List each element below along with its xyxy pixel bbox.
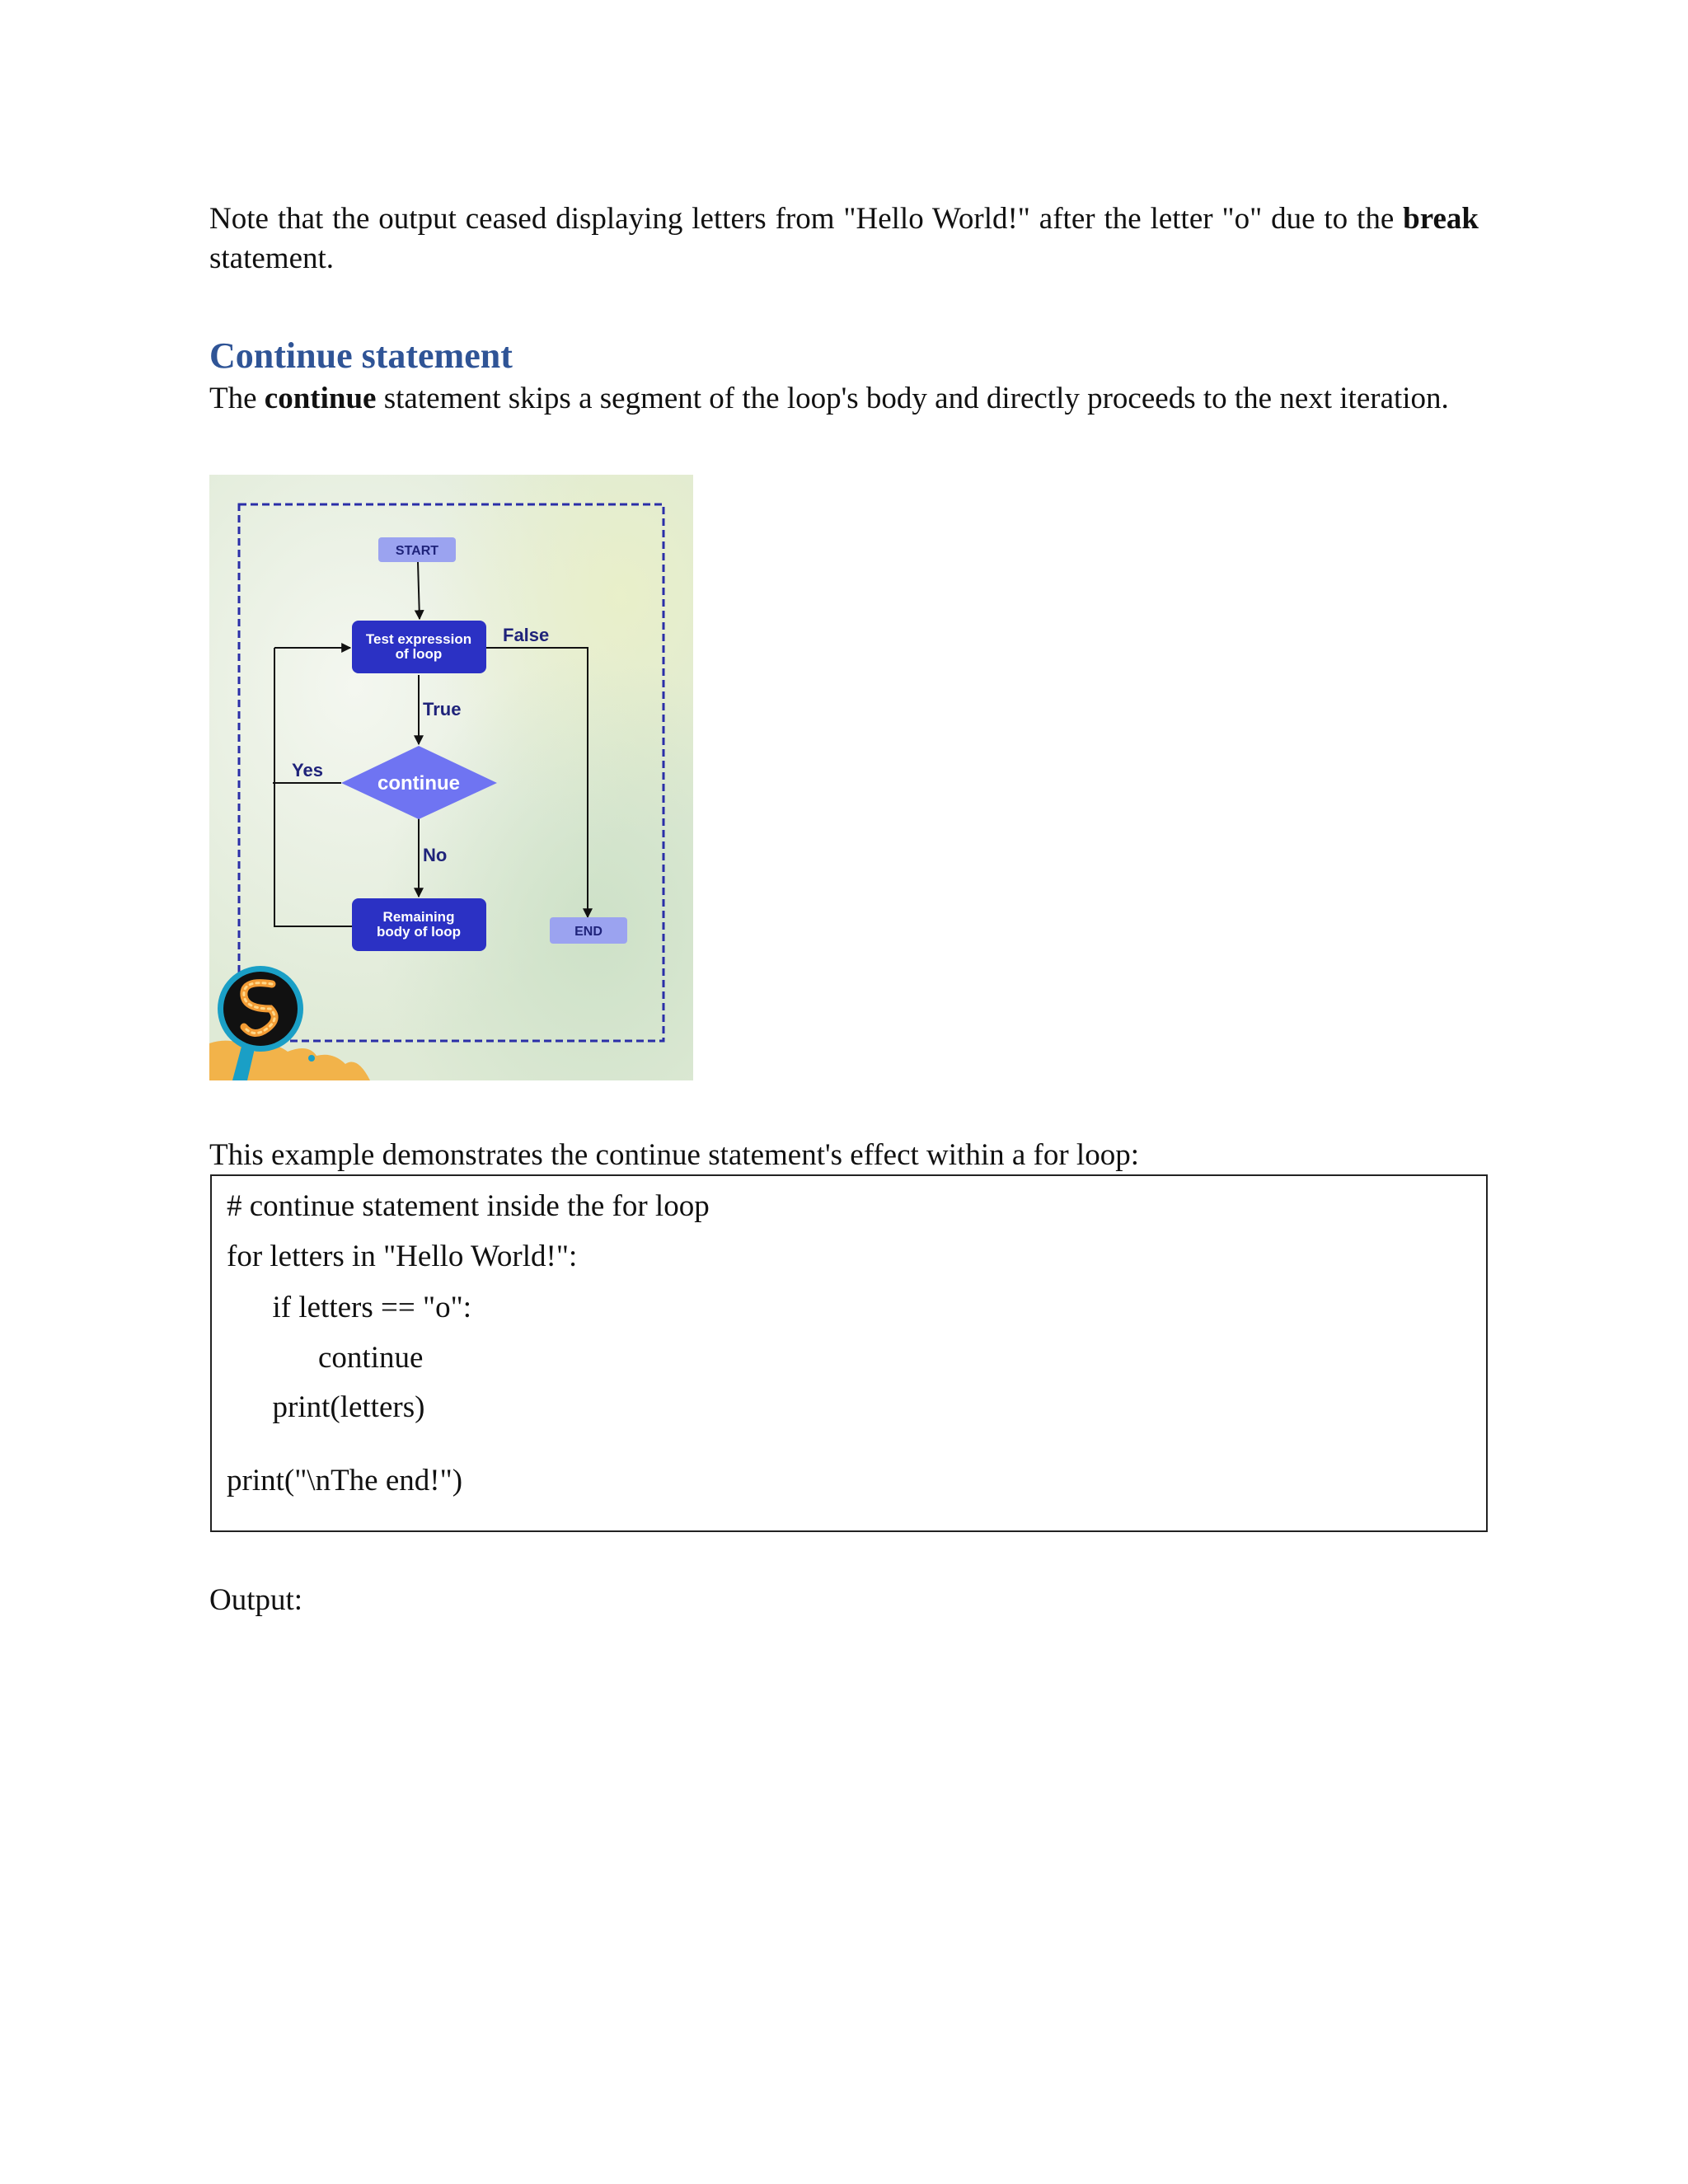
continue-decision-label: continue [377,772,460,794]
no-label: No [423,845,448,865]
test-expression-label-line2: of loop [395,646,443,662]
intro-text-start: Note that the output ceased displaying letters from "Hello World!" after the letter "o" due to the [209,202,1404,236]
remaining-body-label-line2: body of loop [377,924,461,940]
intro-text-end: statement. [209,241,335,275]
code-line: # continue statement inside the for loop [227,1189,710,1223]
continue-paragraph [209,379,1479,419]
code-line: print("\nThe end!") [227,1464,463,1497]
code-line: print(letters) [227,1390,425,1424]
continue-text-start: The [209,382,265,415]
test-expression-label-line1: Test expression [365,631,472,647]
yes-label: Yes [292,760,323,780]
section-heading: Continue statement [209,335,513,376]
remaining-body-label-line1: Remaining [382,909,455,925]
true-label: True [423,699,462,719]
code-line: for letters in "Hello World!": [227,1240,578,1273]
intro-paragraph [209,199,1479,279]
continue-text-end: statement skips a segment of the loop's body and directly proceeds to the next iteration. [376,382,1449,415]
output-label: Output: [209,1583,303,1617]
start-label: START [395,544,439,558]
end-label: END [574,925,603,939]
continue-flowchart [209,475,693,1080]
continue-keyword: continue [264,382,377,415]
break-keyword: break [1403,202,1479,236]
false-label: False [503,625,550,645]
code-line: if letters == "o": [227,1291,471,1324]
example-caption: This example demonstrates the continue statement's effect within a for loop: [209,1138,1139,1172]
code-line: continue [227,1341,424,1375]
code-block [210,1174,1488,1532]
